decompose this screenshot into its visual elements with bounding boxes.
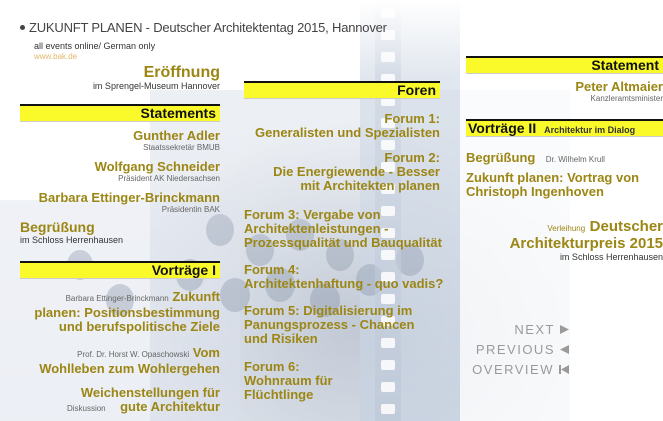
speaker-barbara-ettinger[interactable] [20,191,220,215]
talk-title-line2[interactable]: Wohlleben zum Wohlergehen [39,361,220,376]
speaker-name[interactable]: Barbara Ettinger-Brinckmann [38,190,220,205]
award-line1[interactable]: Deutscher [589,218,663,235]
next-label: NEXT [514,322,555,337]
forum-line3[interactable]: und Risiken [244,331,318,346]
talk-speaker: Barbara Ettinger-Brinckmann [65,294,169,303]
speaker-name[interactable]: Wolfgang Schneider [94,159,220,174]
talk-speaker: Diskussion [66,404,106,413]
eroeffnung-sub: im Sprengel-Museum Hannover [92,81,220,91]
forum-line2[interactable]: Architektenhaftung - quo vadis? [244,276,444,291]
begruessung-sub: im Schloss Herrenhausen [20,235,124,245]
forum-1[interactable] [244,112,440,140]
header-subtitle: all events online/ German only [34,41,156,51]
statement-peter-altmaier[interactable] [466,80,663,104]
forum-line2[interactable]: Panungsprozess - Chancen [244,317,415,332]
eroeffnung-title[interactable]: Eröffnung [143,64,220,81]
talk-title-line1[interactable]: Vom [192,345,220,360]
forum-line1[interactable]: Forum 5: Digitalisierung im [244,303,413,318]
forum-line3[interactable]: mit Architekten planen [300,178,440,193]
talk-weichenstellungen[interactable] [20,386,220,416]
forum-line1[interactable]: Forum 1: [384,111,440,126]
forum-6[interactable] [244,360,454,402]
bak-link[interactable]: www.bak.de [34,52,78,61]
page-header-title [20,20,387,35]
talk-title-line1[interactable]: Zukunft [172,289,220,304]
forum-line2[interactable]: Die Energiewende - Besser [273,164,440,179]
forum-3[interactable] [244,208,454,250]
previous-button[interactable] [470,342,570,357]
vortraege-ii-label: Vorträge II [468,120,537,136]
header-title-text: ZUKUNFT PLANEN - Deutscher Architektentag 2015, Hannover [29,20,387,35]
vortraege-ii-band [466,119,663,137]
speaker-name[interactable]: Gunther Adler [133,128,220,143]
foren-band: Foren [244,81,440,99]
begruessung-krull[interactable] [466,149,663,167]
talk-ingenhoven[interactable] [466,171,663,199]
vortraege-ii-sub: Architektur im Dialog [544,125,636,135]
verleihung-label: Verleihung [547,224,586,233]
talk-title-line3[interactable]: und berufspolitische Ziele [58,319,220,334]
speaker-role: Staatssekretär BMUB [143,143,220,152]
talk-line2[interactable]: Christoph Ingenhoven [466,184,604,199]
forum-line1[interactable]: Forum 3: Vergabe von [244,207,381,222]
award-sub: im Schloss Herrenhausen [559,252,663,262]
speaker-gunther-adler[interactable] [20,129,220,153]
forum-line3[interactable]: Prozessqualität und Bauqualität [244,235,442,250]
eroeffnung-block[interactable] [20,64,220,92]
forum-4[interactable] [244,263,454,291]
play-right-icon [559,324,570,335]
forum-line1[interactable]: Forum 6: [244,359,300,374]
bullet-icon [20,25,25,30]
forum-5[interactable] [244,304,454,346]
architekturpreis-block[interactable] [466,218,663,263]
forum-line1[interactable]: Forum 2: [384,150,440,165]
begruessung-title[interactable]: Begrüßung [466,150,536,165]
statement-band: Statement [466,56,663,74]
forum-line2[interactable]: Generalisten und Spezialisten [255,125,440,140]
overview-label: OVERVIEW [472,362,554,377]
talk-title-line2[interactable]: gute Architektur [120,399,220,414]
previous-label: PREVIOUS [475,342,555,357]
talk-title-line2[interactable]: planen: Positionsbestimmung [34,305,220,320]
skip-first-icon [558,364,570,375]
forum-line2[interactable]: Wohnraum für [244,373,333,388]
forum-line1[interactable]: Forum 4: [244,262,300,277]
statement-name[interactable]: Peter Altmaier [575,79,663,94]
begruessung-title[interactable]: Begrüßung [20,219,95,235]
speaker-wolfgang-schneider[interactable] [20,160,220,184]
talk-wohlleben[interactable] [20,346,220,376]
begruessung-block[interactable] [20,219,240,246]
forum-line3[interactable]: Flüchtlinge [244,387,314,402]
overview-button[interactable] [460,362,570,377]
speaker-role: Präsident AK Niedersachsen [118,174,220,183]
statement-role: Kanzleramtsminister [590,94,663,103]
talk-speaker: Prof. Dr. Horst W. Opaschowski [77,350,190,359]
talk-zukunft-planen[interactable] [20,290,220,334]
play-left-icon [559,344,570,355]
talk-title-line1[interactable]: Weichenstellungen für [80,385,220,400]
next-button[interactable] [490,322,570,337]
vortraege-i-band: Vorträge I [20,261,220,279]
statements-band: Statements [20,104,220,122]
award-line2[interactable]: Architekturpreis 2015 [509,235,663,252]
speaker-role: Präsidentin BAK [161,205,220,214]
begruessung-speaker: Dr. Wilhelm Krull [545,155,605,164]
talk-line1[interactable]: Zukunft planen: Vortrag von [466,170,640,185]
forum-line2[interactable]: Architektenleistungen - [244,221,389,236]
forum-2[interactable] [244,151,440,193]
